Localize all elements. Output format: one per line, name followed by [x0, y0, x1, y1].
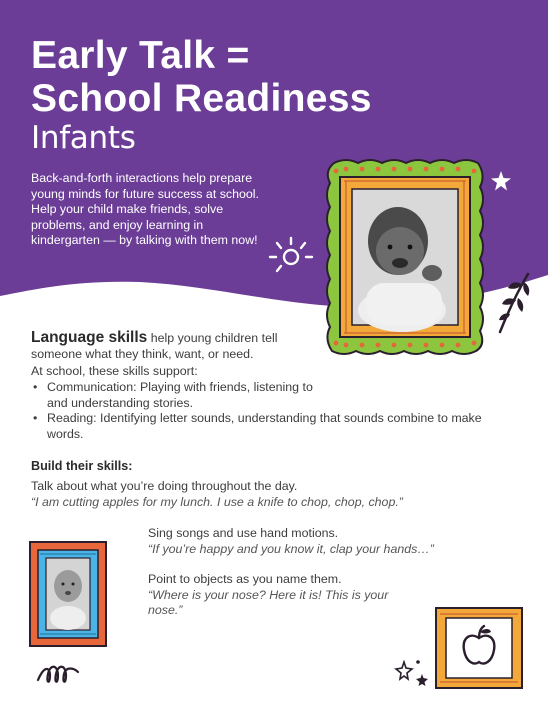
page-subtitle: Infants [31, 120, 136, 156]
baby-photo-frame [28, 540, 108, 648]
tip-talk: Talk about what you’re doing throughout the day. “I am cutting apples for my lunch. I use a knife to chop, chop, chop.” [31, 479, 403, 509]
support-list [31, 380, 511, 442]
page-title: Early Talk = School Readiness [31, 34, 372, 120]
list-item: • Reading: Identifying letter sounds, understanding that sounds combine to make words. [31, 411, 517, 442]
sun-icon [266, 234, 316, 280]
sparkle-icon [394, 658, 434, 692]
intro-text: Back-and-forth interactions help prepare young minds for future success at school. Help your child make friends, solve problems, and enjoy learning in kindergarten — by talking with them now! [31, 171, 259, 248]
infant-photo-frame [320, 155, 490, 360]
list-item: • Communication: Playing with friends, listening to and understanding stories. [31, 380, 317, 411]
language-skills-heading: Language skills [31, 329, 148, 346]
build-skills-heading: Build their skills: [31, 459, 133, 473]
leaf-branch-icon [494, 268, 534, 338]
language-skills-paragraph: Language skills help young children tell someone what they think, want, or need. [31, 329, 278, 361]
tip-point: Point to objects as you name them. “Where is your nose? Here it is! This is your nose.” [148, 572, 389, 618]
apple-frame [434, 606, 524, 690]
squiggle-icon [36, 660, 82, 688]
support-intro: At school, these skills support: [31, 364, 198, 378]
tip-sing: Sing songs and use hand motions. “If you’re happy and you know it, clap your hands…” [148, 526, 434, 556]
star-icon [490, 170, 512, 192]
